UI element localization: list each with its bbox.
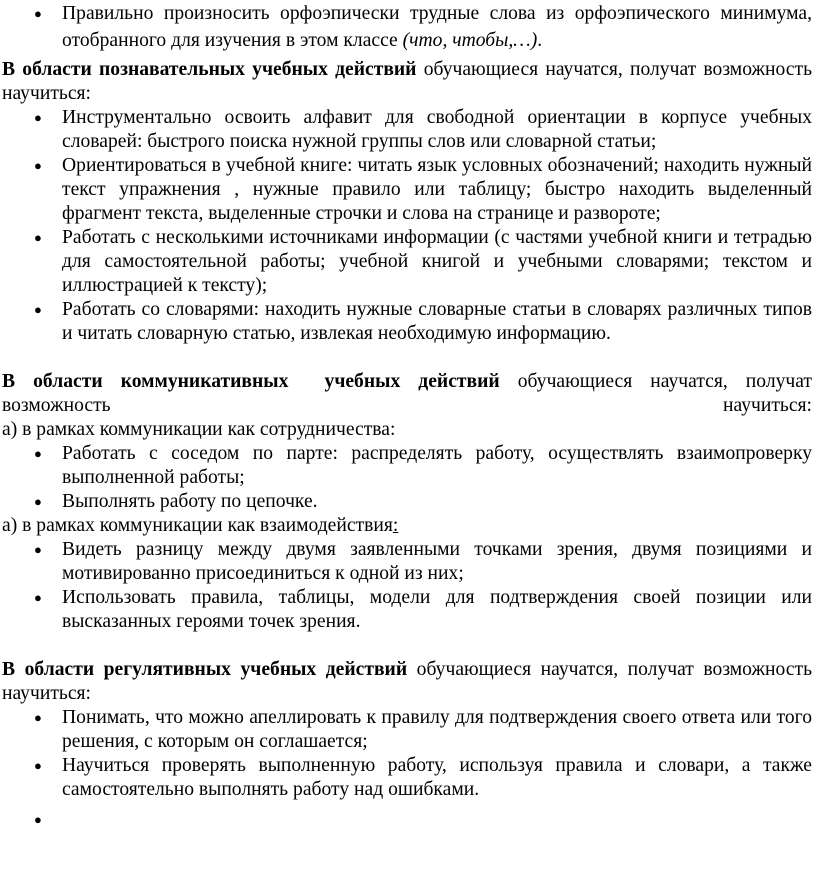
cognitive-lead: [2, 58, 812, 106]
list-item: [2, 586, 812, 634]
list-item: [2, 442, 812, 490]
item-text: Работать с несколькими источниками информации (с частями учебной книги и тетрадью для самостоятельной работы; учебной книгой и учебными словарями; текстом и иллюстрацией к тексту);: [62, 227, 812, 296]
bullet-icon: ●: [34, 542, 42, 557]
bullet-icon: ●: [34, 758, 42, 773]
communicative-list-b: [2, 538, 812, 634]
list-item-empty: [2, 808, 812, 832]
bullet-icon: ●: [34, 446, 42, 461]
item-text: Научиться проверять выполненную работу, используя правила и словари, а также самостоятельно выполнять работу над ошибками.: [62, 755, 812, 800]
paragraph-gap: [2, 346, 812, 370]
item-text: Работать со словарями: находить нужные словарные статьи в словарях различных типов и читать словарную статью, извлекая необходимую информацию.: [62, 299, 812, 344]
bullet-icon: ●: [34, 302, 42, 317]
item-text: Работать с соседом по парте: распределять работу, осуществлять взаимопроверку выполненной работы;: [62, 443, 812, 488]
bullet-icon: ●: [34, 6, 42, 21]
regulatory-lead: [2, 658, 812, 706]
item-italic-examples: (что, чтобы,…): [402, 30, 538, 51]
communicative-sub-b: [2, 514, 812, 538]
bullet-icon: ●: [34, 230, 42, 245]
item-text: Видеть разницу между двумя заявленными точками зрения, двумя позициями и мотивированно присоединиться к одной из них;: [62, 539, 812, 584]
document-page: [2, 0, 812, 832]
bullet-icon: ●: [34, 710, 42, 725]
item-text: Инструментально освоить алфавит для свободной ориентации в корпусе учебных словарей: быстрого поиска нужной группы слов или словарной статьи;: [62, 107, 812, 152]
communicative-heading: В области коммуникативных учебных действий: [2, 371, 500, 392]
list-item: [2, 490, 812, 514]
cognitive-lead-rest: обучающиеся научатся, получат возможность научиться:: [2, 59, 813, 104]
item-end: .: [537, 30, 543, 51]
communicative-sub-a: а) в рамках коммуникации как сотрудничества:: [2, 419, 396, 440]
sub-b-colon: :: [392, 515, 399, 536]
paragraph-gap: [2, 634, 812, 658]
list-item: [2, 538, 812, 586]
sub-b-text: а) в рамках коммуникации как взаимодействия: [2, 515, 393, 536]
list-item: [2, 298, 812, 346]
list-item: [2, 154, 812, 226]
communicative-list-a: [2, 442, 812, 514]
list-item: [2, 0, 812, 54]
bullet-icon: ●: [34, 812, 42, 827]
bullet-icon: ●: [34, 110, 42, 125]
regulatory-list: [2, 706, 812, 832]
cognitive-heading: В области познавательных учебных действий: [2, 59, 417, 80]
regulatory-heading: В области регулятивных учебных действий: [2, 659, 408, 680]
list-item: [2, 706, 812, 754]
cognitive-list: [2, 106, 812, 346]
item-text: Понимать, что можно апеллировать к правилу для подтверждения своего ответа или того решения, с которым он соглашается;: [62, 707, 812, 752]
bullet-icon: ●: [34, 590, 42, 605]
communicative-lead: [2, 370, 812, 418]
bullet-icon: ●: [34, 494, 42, 509]
item-text: Выполнять работу по цепочке.: [62, 491, 318, 512]
top-list: [2, 0, 812, 54]
communicative-lead-rest: обучающиеся научатся, получат возможность научиться:: [2, 371, 812, 416]
bullet-icon: ●: [34, 158, 42, 173]
list-item: [2, 754, 812, 802]
item-text: Ориентироваться в учебной книге: читать язык условных обозначений; находить нужный текст упражнения , нужные правило или таблицу; быстро находить выделенный фрагмент текста, выделенные строчки и слова на странице и развороте;: [62, 155, 812, 224]
item-text: Правильно произносить орфоэпически трудные слова из орфоэпического минимума, отобранного для изучения в этом классе: [62, 3, 812, 51]
list-item: [2, 106, 812, 154]
regulatory-lead-rest: обучающиеся научатся, получат возможность научиться:: [2, 659, 812, 704]
item-text: [62, 809, 67, 830]
list-item: [2, 226, 812, 298]
item-text: Использовать правила, таблицы, модели для подтверждения своей позиции или высказанных героями точек зрения.: [62, 587, 812, 632]
